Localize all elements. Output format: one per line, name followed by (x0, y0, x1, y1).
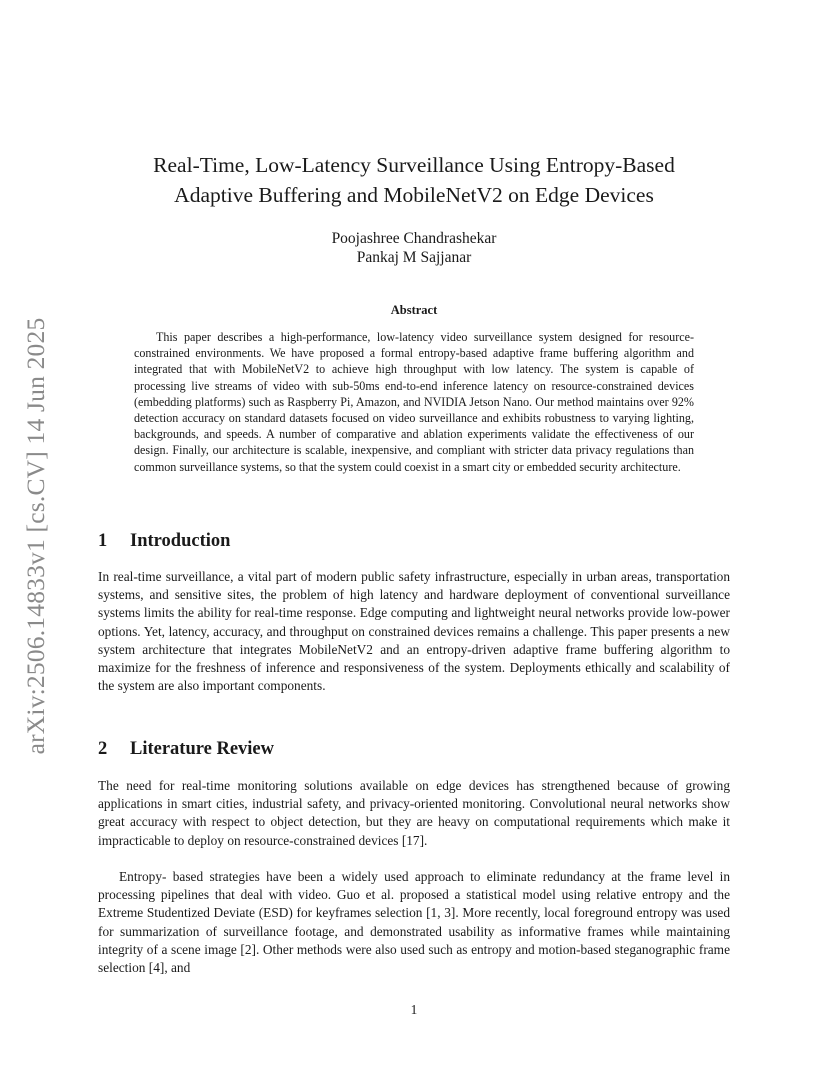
page-number: 1 (410, 1002, 418, 1017)
abstract-text: This paper describes a high-performance, low-latency video surveillance system designed for resource-constrained environments. We have proposed a formal entropy-based adaptive frame buffering algorithm and integrated that with MobileNetV2 to achieve high throughput with low latency. The system is capable of processing live streams of video with sub-50ms end-to-end inference latency on resource-constrained devices (embedding platforms) such as Raspberry Pi, Amazon, and NVIDIA Jetson Nano. Our method maintains over 92% detection accuracy on standard datasets focused on video surveillance and exhibits robustness to varying lighting, backgrounds, and speeds. A number of comparative and ablation experiments validate the effectiveness of our design. Finally, our architecture is scalable, inexpensive, and compliant with stricter data privacy regulations than common surveillance systems, so that the system could coexist in a smart city or embedded security architecture. (134, 330, 694, 474)
title-line: Real-Time, Low-Latency Surveillance Using Entropy-Based (153, 153, 675, 177)
abstract-heading: Abstract (390, 303, 438, 317)
author-list (100, 229, 728, 267)
section-number: 1 (98, 531, 108, 551)
body-paragraph: The need for real-time monitoring solutions available on edge devices has strengthened because of growing applications in smart cities, industrial safety, and privacy-oriented monitoring. Convolutional neural networks show great accuracy with respect to object detection, but they are heavy on computational requirements which make it impracticable to deploy on resource-constrained devices [17]. (98, 778, 730, 848)
section-title: Literature Review (130, 739, 275, 759)
section-title: Introduction (130, 531, 231, 551)
arxiv-identifier: arXiv:2506.14833v1 [cs.CV] 14 Jun 2025 (21, 317, 50, 755)
author-name: Pankaj M Sajjanar (356, 249, 472, 266)
section-heading-introduction (98, 531, 230, 552)
section-heading-literature-review (98, 739, 274, 760)
paper-title (100, 150, 728, 210)
body-paragraph: In real-time surveillance, a vital part of modern public safety infrastructure, especially in urban areas, transportation systems, and sensitive sites, the problem of high latency and hardware deployment of conventional surveillance systems limits the ability for real-time response. Edge computing and lightweight neural networks provide low-power options. Yet, latency, accuracy, and throughput on constrained devices remains a challenge. This paper presents a new system architecture that integrates MobileNetV2 and an entropy-driven adaptive frame buffering algorithm to maximize for the freshness of inference and responsiveness of the system. Deployments ethically and scalability of the system are also important components. (98, 569, 730, 694)
author-name: Poojashree Chandrashekar (331, 230, 497, 247)
section-number: 2 (98, 739, 108, 759)
body-paragraph: Entropy- based strategies have been a widely used approach to eliminate redundancy at the frame level in processing pipelines that deal with video. Guo et al. proposed a statistical model using relative entropy and the Extreme Studentized Deviate (ESD) for keyframes selection [1, 3]. More recently, local foreground entropy was used for summarization of surveillance footage, and demonstrated usability as informative frames while maintaining integrity of a scene image [2]. Other methods were also used such as entropy and motion-based steganographic frame selection [4], and (98, 869, 730, 976)
title-line: Adaptive Buffering and MobileNetV2 on Edge Devices (174, 183, 654, 207)
